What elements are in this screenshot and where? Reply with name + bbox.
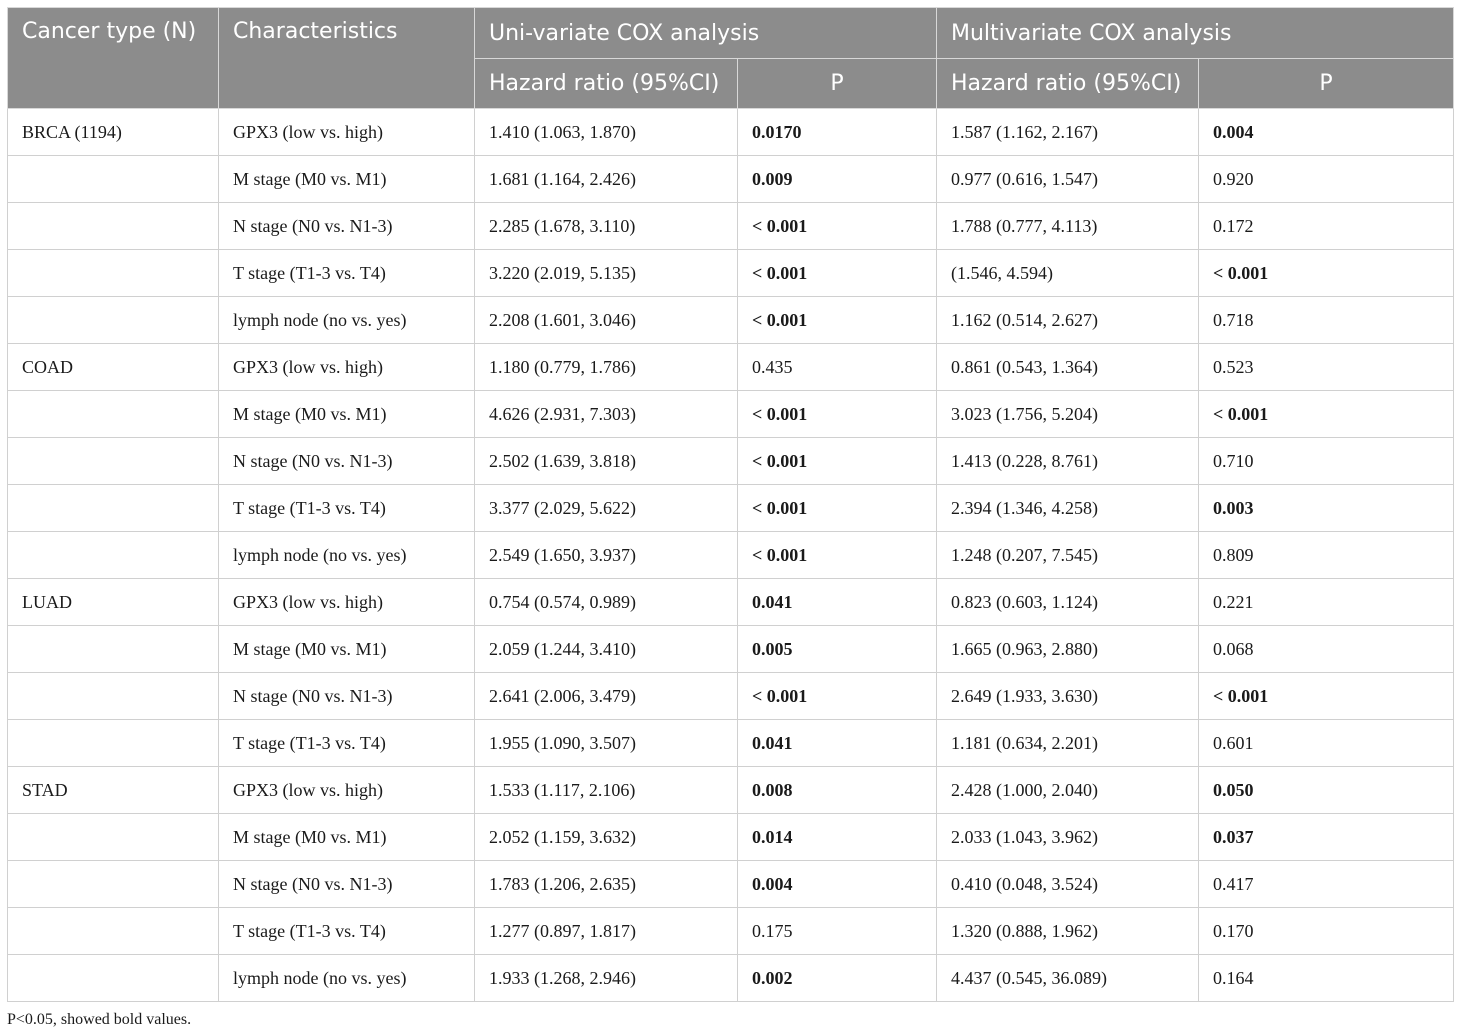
header-multi-hazard-ratio: Hazard ratio (95%CI) xyxy=(937,59,1199,109)
table-row xyxy=(8,485,1454,532)
table-body xyxy=(8,109,1454,1002)
cell-cancer-type xyxy=(8,391,219,438)
cell-characteristic: M stage (M0 vs. M1) xyxy=(219,156,475,203)
cell-uni-hazard-ratio: 0.754 (0.574, 0.989) xyxy=(475,579,738,626)
cell-multi-p: 0.004 xyxy=(1199,109,1454,156)
header-multi-p: P xyxy=(1199,59,1454,109)
cell-characteristic: N stage (N0 vs. N1-3) xyxy=(219,861,475,908)
cell-characteristic: N stage (N0 vs. N1-3) xyxy=(219,203,475,250)
cell-cancer-type: STAD xyxy=(8,767,219,814)
cell-multi-hazard-ratio: 1.587 (1.162, 2.167) xyxy=(937,109,1199,156)
cell-multi-p: 0.601 xyxy=(1199,720,1454,767)
cell-uni-hazard-ratio: 2.208 (1.601, 3.046) xyxy=(475,297,738,344)
cell-multi-hazard-ratio: 2.394 (1.346, 4.258) xyxy=(937,485,1199,532)
cell-characteristic: T stage (T1-3 vs. T4) xyxy=(219,908,475,955)
header-characteristics: Characteristics xyxy=(219,8,475,109)
table-row xyxy=(8,673,1454,720)
table-header xyxy=(8,8,1454,109)
cell-multi-hazard-ratio: 0.410 (0.048, 3.524) xyxy=(937,861,1199,908)
cell-uni-hazard-ratio: 1.955 (1.090, 3.507) xyxy=(475,720,738,767)
cell-multi-p: 0.417 xyxy=(1199,861,1454,908)
cell-multi-hazard-ratio: 0.861 (0.543, 1.364) xyxy=(937,344,1199,391)
cell-uni-p: 0.041 xyxy=(738,720,937,767)
cell-multi-hazard-ratio: (1.546, 4.594) xyxy=(937,250,1199,297)
table-row xyxy=(8,579,1454,626)
cell-multi-p: 0.068 xyxy=(1199,626,1454,673)
header-row-1 xyxy=(8,8,1454,59)
table-row xyxy=(8,814,1454,861)
cell-uni-hazard-ratio: 3.220 (2.019, 5.135) xyxy=(475,250,738,297)
cox-analysis-table xyxy=(7,7,1454,1002)
cell-characteristic: GPX3 (low vs. high) xyxy=(219,579,475,626)
cell-multi-p: 0.809 xyxy=(1199,532,1454,579)
cell-multi-p: 0.164 xyxy=(1199,955,1454,1002)
cell-cancer-type xyxy=(8,203,219,250)
cell-characteristic: T stage (T1-3 vs. T4) xyxy=(219,720,475,767)
cell-uni-hazard-ratio: 2.285 (1.678, 3.110) xyxy=(475,203,738,250)
cell-characteristic: M stage (M0 vs. M1) xyxy=(219,391,475,438)
cell-uni-hazard-ratio: 2.641 (2.006, 3.479) xyxy=(475,673,738,720)
cell-multi-hazard-ratio: 1.320 (0.888, 1.962) xyxy=(937,908,1199,955)
cell-characteristic: GPX3 (low vs. high) xyxy=(219,344,475,391)
cell-uni-hazard-ratio: 2.052 (1.159, 3.632) xyxy=(475,814,738,861)
cell-multi-p: 0.523 xyxy=(1199,344,1454,391)
cell-uni-hazard-ratio: 1.933 (1.268, 2.946) xyxy=(475,955,738,1002)
cell-uni-hazard-ratio: 1.533 (1.117, 2.106) xyxy=(475,767,738,814)
cell-multi-hazard-ratio: 1.665 (0.963, 2.880) xyxy=(937,626,1199,673)
cell-multi-hazard-ratio: 1.788 (0.777, 4.113) xyxy=(937,203,1199,250)
cell-cancer-type xyxy=(8,861,219,908)
cell-multi-p: 0.221 xyxy=(1199,579,1454,626)
cell-cancer-type: BRCA (1194) xyxy=(8,109,219,156)
cell-multi-hazard-ratio: 1.248 (0.207, 7.545) xyxy=(937,532,1199,579)
header-uni-hazard-ratio: Hazard ratio (95%CI) xyxy=(475,59,738,109)
cell-uni-p: 0.009 xyxy=(738,156,937,203)
cell-characteristic: M stage (M0 vs. M1) xyxy=(219,626,475,673)
cell-characteristic: lymph node (no vs. yes) xyxy=(219,532,475,579)
cell-uni-hazard-ratio: 1.783 (1.206, 2.635) xyxy=(475,861,738,908)
header-uni-p: P xyxy=(738,59,937,109)
cell-multi-p: 0.172 xyxy=(1199,203,1454,250)
table-row xyxy=(8,109,1454,156)
cell-uni-p: < 0.001 xyxy=(738,485,937,532)
cell-uni-p: < 0.001 xyxy=(738,438,937,485)
table-row xyxy=(8,767,1454,814)
cell-uni-hazard-ratio: 1.410 (1.063, 1.870) xyxy=(475,109,738,156)
cell-multi-hazard-ratio: 0.977 (0.616, 1.547) xyxy=(937,156,1199,203)
table-row xyxy=(8,532,1454,579)
cell-cancer-type xyxy=(8,626,219,673)
cell-uni-p: < 0.001 xyxy=(738,391,937,438)
cell-uni-p: < 0.001 xyxy=(738,673,937,720)
table-row xyxy=(8,156,1454,203)
cell-cancer-type xyxy=(8,156,219,203)
table-row xyxy=(8,955,1454,1002)
cell-uni-p: < 0.001 xyxy=(738,250,937,297)
table-row xyxy=(8,203,1454,250)
cell-uni-p: 0.014 xyxy=(738,814,937,861)
cell-cancer-type xyxy=(8,297,219,344)
cell-multi-hazard-ratio: 2.649 (1.933, 3.630) xyxy=(937,673,1199,720)
cell-uni-p: < 0.001 xyxy=(738,203,937,250)
table-row xyxy=(8,908,1454,955)
cell-uni-p: 0.175 xyxy=(738,908,937,955)
cell-uni-p: 0.435 xyxy=(738,344,937,391)
cell-multi-p: 0.050 xyxy=(1199,767,1454,814)
cell-multi-hazard-ratio: 3.023 (1.756, 5.204) xyxy=(937,391,1199,438)
cell-multi-p: 0.718 xyxy=(1199,297,1454,344)
cell-uni-hazard-ratio: 1.180 (0.779, 1.786) xyxy=(475,344,738,391)
cell-characteristic: GPX3 (low vs. high) xyxy=(219,767,475,814)
cell-uni-hazard-ratio: 2.502 (1.639, 3.818) xyxy=(475,438,738,485)
cell-multi-p: 0.170 xyxy=(1199,908,1454,955)
cell-characteristic: M stage (M0 vs. M1) xyxy=(219,814,475,861)
cell-cancer-type xyxy=(8,532,219,579)
cell-uni-p: < 0.001 xyxy=(738,297,937,344)
cell-cancer-type xyxy=(8,250,219,297)
cell-multi-hazard-ratio: 2.428 (1.000, 2.040) xyxy=(937,767,1199,814)
cell-cancer-type xyxy=(8,908,219,955)
table-row xyxy=(8,250,1454,297)
cell-cancer-type xyxy=(8,955,219,1002)
cell-uni-p: 0.002 xyxy=(738,955,937,1002)
cell-characteristic: T stage (T1-3 vs. T4) xyxy=(219,250,475,297)
cell-multi-p: < 0.001 xyxy=(1199,673,1454,720)
cell-uni-p: 0.004 xyxy=(738,861,937,908)
table-footnote: P<0.05, showed bold values. xyxy=(7,1011,192,1028)
header-univariate: Uni-variate COX analysis xyxy=(475,8,937,59)
table-row xyxy=(8,297,1454,344)
cell-characteristic: lymph node (no vs. yes) xyxy=(219,297,475,344)
cell-multi-hazard-ratio: 0.823 (0.603, 1.124) xyxy=(937,579,1199,626)
cell-multi-p: < 0.001 xyxy=(1199,250,1454,297)
cell-multi-hazard-ratio: 4.437 (0.545, 36.089) xyxy=(937,955,1199,1002)
cell-cancer-type xyxy=(8,720,219,767)
cell-uni-hazard-ratio: 1.681 (1.164, 2.426) xyxy=(475,156,738,203)
cell-uni-hazard-ratio: 3.377 (2.029, 5.622) xyxy=(475,485,738,532)
cell-multi-p: 0.003 xyxy=(1199,485,1454,532)
cell-multi-p: 0.037 xyxy=(1199,814,1454,861)
cell-uni-p: 0.005 xyxy=(738,626,937,673)
cox-analysis-table-container xyxy=(7,7,1453,1002)
header-multivariate: Multivariate COX analysis xyxy=(937,8,1454,59)
cell-characteristic: N stage (N0 vs. N1-3) xyxy=(219,438,475,485)
cell-uni-p: 0.0170 xyxy=(738,109,937,156)
cell-uni-p: < 0.001 xyxy=(738,532,937,579)
cell-cancer-type xyxy=(8,438,219,485)
cell-uni-p: 0.008 xyxy=(738,767,937,814)
cell-multi-hazard-ratio: 1.162 (0.514, 2.627) xyxy=(937,297,1199,344)
table-row xyxy=(8,720,1454,767)
cell-multi-hazard-ratio: 1.181 (0.634, 2.201) xyxy=(937,720,1199,767)
table-row xyxy=(8,438,1454,485)
cell-uni-p: 0.041 xyxy=(738,579,937,626)
cell-cancer-type xyxy=(8,485,219,532)
cell-multi-hazard-ratio: 2.033 (1.043, 3.962) xyxy=(937,814,1199,861)
table-row xyxy=(8,344,1454,391)
cell-multi-p: 0.920 xyxy=(1199,156,1454,203)
table-row xyxy=(8,861,1454,908)
cell-uni-hazard-ratio: 2.549 (1.650, 3.937) xyxy=(475,532,738,579)
header-cancer-type: Cancer type (N) xyxy=(8,8,219,109)
cell-multi-hazard-ratio: 1.413 (0.228, 8.761) xyxy=(937,438,1199,485)
cell-uni-hazard-ratio: 4.626 (2.931, 7.303) xyxy=(475,391,738,438)
cell-cancer-type xyxy=(8,814,219,861)
cell-cancer-type xyxy=(8,673,219,720)
cell-multi-p: 0.710 xyxy=(1199,438,1454,485)
table-row xyxy=(8,626,1454,673)
cell-characteristic: T stage (T1-3 vs. T4) xyxy=(219,485,475,532)
cell-uni-hazard-ratio: 2.059 (1.244, 3.410) xyxy=(475,626,738,673)
cell-cancer-type: LUAD xyxy=(8,579,219,626)
cell-cancer-type: COAD xyxy=(8,344,219,391)
table-row xyxy=(8,391,1454,438)
cell-characteristic: N stage (N0 vs. N1-3) xyxy=(219,673,475,720)
cell-uni-hazard-ratio: 1.277 (0.897, 1.817) xyxy=(475,908,738,955)
cell-characteristic: lymph node (no vs. yes) xyxy=(219,955,475,1002)
cell-characteristic: GPX3 (low vs. high) xyxy=(219,109,475,156)
cell-multi-p: < 0.001 xyxy=(1199,391,1454,438)
